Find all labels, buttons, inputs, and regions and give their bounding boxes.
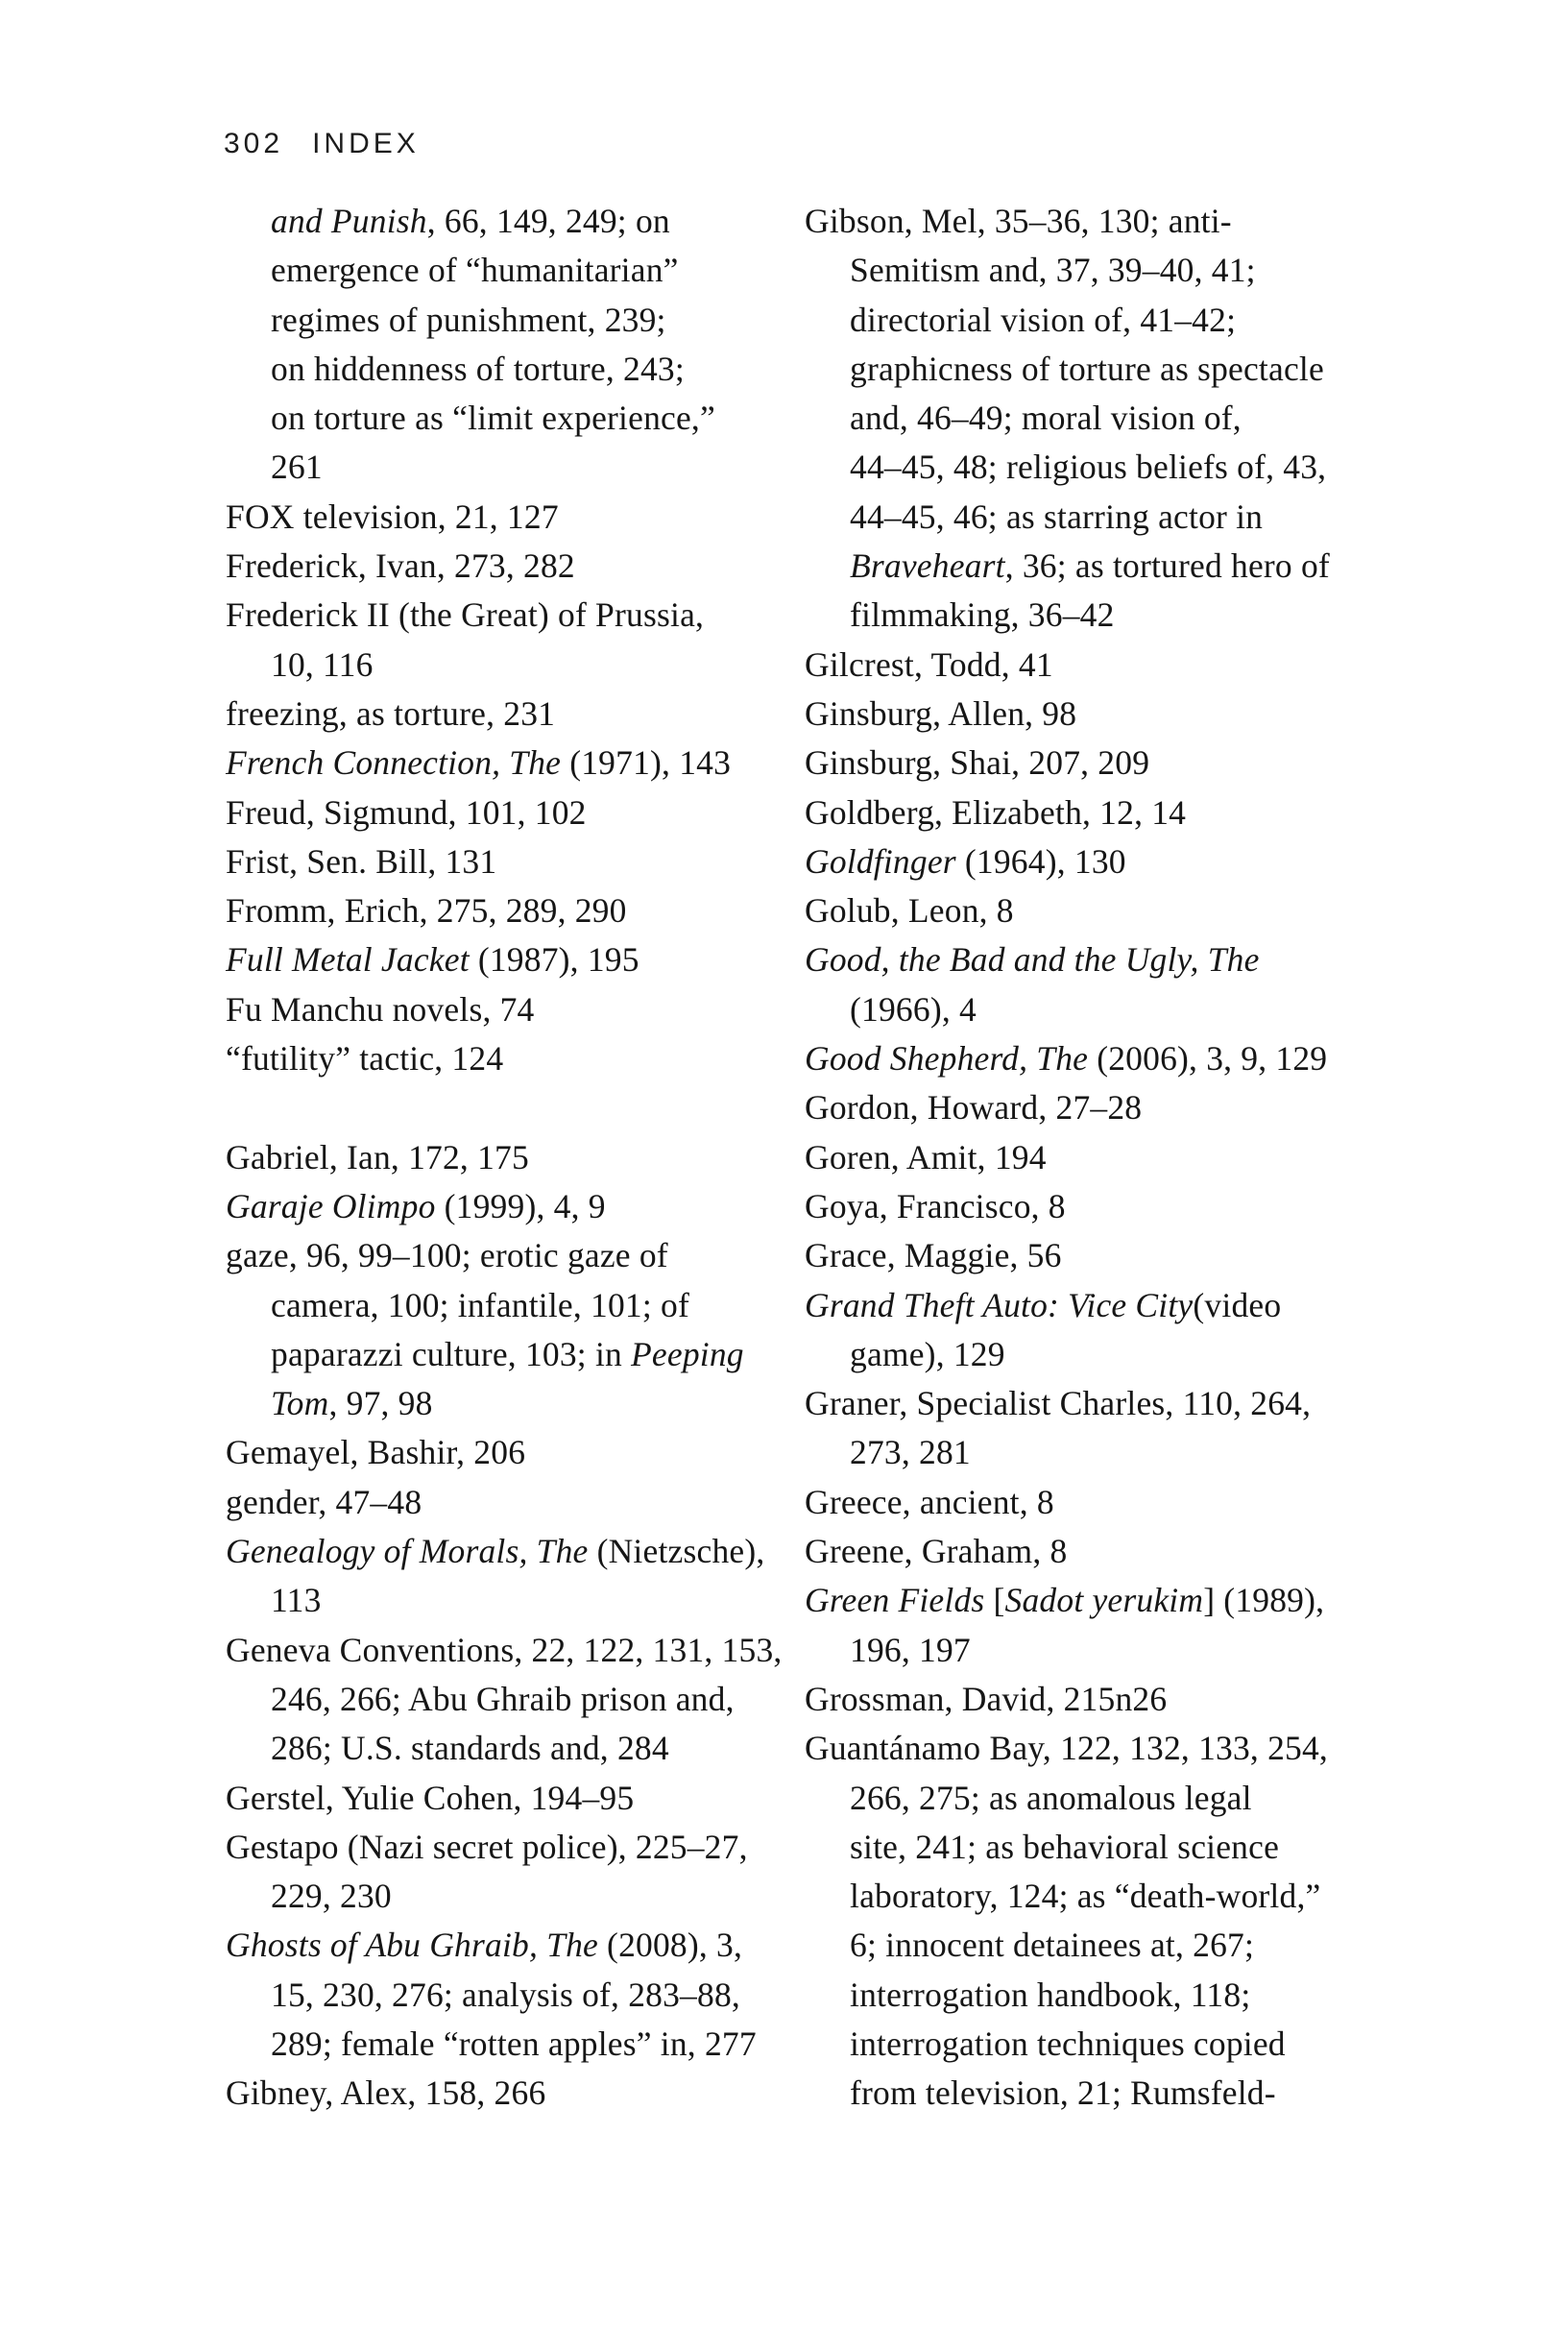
index-text-run: Guantánamo Bay, 122, 132, 133, 254, [805, 1729, 1329, 1768]
index-text-run-italic: Genealogy of Morals, The [226, 1532, 589, 1571]
index-text-run: (2008), 3, [597, 1926, 743, 1965]
index-text-run: Gemayel, Bashir, 206 [226, 1433, 526, 1472]
index-line [805, 1034, 1381, 1083]
index-line [805, 1921, 1381, 1970]
index-line [226, 886, 802, 935]
index-text-run-italic: Garaje Olimpo [226, 1186, 436, 1225]
index-line [226, 837, 802, 886]
index-text-run: (1971), 143 [561, 743, 732, 783]
index-text-run: Freud, Sigmund, 101, 102 [226, 792, 587, 832]
index-line [226, 1428, 802, 1477]
page-header [224, 128, 420, 160]
index-text-run: Gibson, Mel, 35–36, 130; anti- [805, 202, 1232, 240]
index-text-run: Grossman, David, 215n26 [805, 1679, 1168, 1718]
index-line [805, 1626, 1381, 1675]
index-text-run: Frederick II (the Great) of Prussia, [226, 595, 705, 635]
index-line [226, 2020, 802, 2069]
index-text-run-italic: French Connection, The [226, 743, 562, 783]
index-line [226, 1724, 802, 1773]
index-line [805, 1428, 1381, 1477]
index-line [805, 1675, 1381, 1724]
index-text-run: Greece, ancient, 8 [805, 1482, 1054, 1521]
index-text-run: “futility” tactic, 124 [226, 1039, 504, 1079]
index-text-run: regimes of punishment, 239; [271, 300, 666, 339]
index-text-run: (video [1193, 1285, 1282, 1324]
index-text-run: (1964), 130 [955, 841, 1126, 881]
index-line [226, 1330, 802, 1379]
index-line [805, 1133, 1381, 1182]
index-line [805, 345, 1381, 394]
index-line [805, 886, 1381, 935]
index-line [805, 591, 1381, 640]
index-text-run: , 36; as tortured hero of [1004, 546, 1330, 586]
index-text-run: , 66, 149, 249; on [426, 202, 670, 240]
index-text-run: Geneva Conventions, 22, 122, 131, 153, [226, 1630, 783, 1669]
index-text-run: Greene, Graham, 8 [805, 1532, 1068, 1571]
index-line [226, 1921, 802, 1970]
index-line [226, 394, 802, 443]
index-text-run: (1999), 4, 9 [435, 1186, 606, 1225]
index-line [805, 1971, 1381, 2020]
index-line [226, 2069, 802, 2118]
index-text-run: (1966), 4 [850, 989, 977, 1029]
index-text-run-italic: Green Fields [805, 1581, 985, 1620]
index-text-run-italic: Goldfinger [805, 841, 956, 881]
index-text-run: Gestapo (Nazi secret police), 225–27, [226, 1827, 748, 1866]
index-line [226, 1823, 802, 1872]
index-line [226, 1626, 802, 1675]
index-line [226, 1971, 802, 2020]
index-text-run: , 97, 98 [328, 1384, 433, 1423]
index-text-run: on torture as “limit experience,” [271, 399, 715, 438]
index-text-run-italic: Tom [271, 1384, 329, 1423]
index-gap-line [226, 1083, 802, 1132]
index-line [226, 443, 802, 492]
index-line [805, 739, 1381, 788]
index-text-run: [ [984, 1581, 1005, 1620]
index-text-run: Gerstel, Yulie Cohen, 194–95 [226, 1778, 635, 1817]
index-text-run: gender, 47–48 [226, 1482, 422, 1521]
index-line [805, 837, 1381, 886]
index-line [805, 935, 1381, 984]
index-line [805, 1774, 1381, 1823]
index-text-run: from television, 21; Rumsfeld- [850, 2073, 1276, 2113]
index-line [805, 1872, 1381, 1921]
index-text-run: 266, 275; as anomalous legal [850, 1778, 1252, 1817]
index-text-run: Semitism and, 37, 39–40, 41; [850, 251, 1256, 290]
index-line [226, 1478, 802, 1527]
index-line [226, 739, 802, 788]
index-text-run: 261 [271, 448, 323, 487]
index-text-run: Gordon, Howard, 27–28 [805, 1088, 1143, 1128]
index-line [226, 1576, 802, 1625]
index-text-run: 10, 116 [271, 644, 374, 684]
index-line [805, 443, 1381, 492]
index-text-run: laboratory, 124; as “death-world,” [850, 1877, 1321, 1916]
index-text-run: Fu Manchu novels, 74 [226, 989, 535, 1029]
index-line [226, 296, 802, 345]
index-line [805, 1527, 1381, 1576]
index-line [805, 788, 1381, 837]
index-text-run-italic: Peeping [631, 1334, 744, 1373]
index-line [226, 641, 802, 690]
index-line [805, 1478, 1381, 1527]
index-line [805, 2020, 1381, 2069]
index-line [226, 1527, 802, 1576]
index-line [226, 246, 802, 295]
index-text-run: Frederick, Ivan, 273, 282 [226, 546, 575, 586]
index-text-run: gaze, 96, 99–100; erotic gaze of [226, 1236, 668, 1275]
index-line [805, 1576, 1381, 1625]
index-text-run-italic: Braveheart [850, 546, 1005, 586]
index-line [226, 493, 802, 542]
index-line [226, 1774, 802, 1823]
index-line [226, 1675, 802, 1724]
index-line [805, 1231, 1381, 1280]
index-line [226, 542, 802, 591]
index-line [226, 1182, 802, 1231]
index-text-run: Graner, Specialist Charles, 110, 264, [805, 1384, 1312, 1423]
index-text-run: Gabriel, Ian, 172, 175 [226, 1137, 529, 1176]
index-text-run: 44–45, 46; as starring actor in [850, 497, 1264, 536]
index-text-run: filmmaking, 36–42 [850, 595, 1115, 635]
index-text-run: graphicness of torture as spectacle [850, 349, 1324, 388]
index-text-run-italic: and Punish [271, 202, 427, 240]
index-line [805, 394, 1381, 443]
index-text-run: Gilcrest, Todd, 41 [805, 644, 1053, 684]
page-number: 302 [224, 128, 284, 159]
index-line [805, 1823, 1381, 1872]
index-text-run: (Nietzsche), [588, 1532, 765, 1571]
index-text-run: 196, 197 [850, 1630, 971, 1669]
index-text-run: on hiddenness of torture, 243; [271, 349, 685, 388]
index-text-run: paparazzi culture, 103; in [271, 1334, 632, 1373]
index-text-run: Frist, Sen. Bill, 131 [226, 841, 497, 881]
index-text-run: 229, 230 [271, 1877, 392, 1916]
index-line [226, 1133, 802, 1182]
index-text-run: FOX television, 21, 127 [226, 497, 559, 536]
index-text-run: Goldberg, Elizabeth, 12, 14 [805, 792, 1187, 832]
index-text-run: Goya, Francisco, 8 [805, 1186, 1066, 1225]
index-column-right [805, 197, 1381, 2119]
index-text-run: site, 241; as behavioral science [850, 1827, 1280, 1866]
index-text-run: Ginsburg, Shai, 207, 209 [805, 743, 1150, 783]
index-line [805, 246, 1381, 295]
index-text-run-italic: Ghosts of Abu Ghraib, The [226, 1926, 598, 1965]
index-text-run: Goren, Amit, 194 [805, 1137, 1047, 1176]
index-line [805, 641, 1381, 690]
index-line [805, 2069, 1381, 2118]
index-text-run: game), 129 [850, 1334, 1005, 1373]
index-line [226, 1281, 802, 1330]
index-text-run: interrogation techniques copied [850, 2024, 1286, 2063]
index-text-run: emergence of “humanitarian” [271, 251, 679, 290]
index-text-run-italic: Good, the Bad and the Ugly, The [805, 940, 1260, 980]
index-text-run: (1987), 195 [469, 940, 639, 980]
index-line [805, 542, 1381, 591]
index-line [805, 197, 1381, 246]
index-line [805, 1724, 1381, 1773]
index-text-run: 6; innocent detainees at, 267; [850, 1926, 1255, 1965]
index-text-run-italic: Full Metal Jacket [226, 940, 470, 980]
index-text-run: ] (1989), [1203, 1581, 1325, 1620]
index-text-run-italic: Good Shepherd, The [805, 1039, 1089, 1079]
page-header-title: INDEX [312, 128, 420, 159]
index-line [805, 690, 1381, 739]
index-column-left [226, 197, 802, 2119]
index-line [226, 935, 802, 984]
index-text-run: 289; female “rotten apples” in, 277 [271, 2024, 757, 2063]
index-line [805, 1379, 1381, 1428]
index-text-run: freezing, as torture, 231 [226, 693, 556, 733]
index-line [226, 1379, 802, 1428]
index-text-run: Ginsburg, Allen, 98 [805, 693, 1077, 733]
index-line [226, 985, 802, 1034]
index-text-run: 286; U.S. standards and, 284 [271, 1729, 669, 1768]
index-line [805, 1330, 1381, 1379]
index-text-run: 273, 281 [850, 1433, 971, 1472]
index-text-run: (2006), 3, 9, 129 [1088, 1039, 1328, 1079]
index-text-run: 15, 230, 276; analysis of, 283–88, [271, 1975, 740, 2014]
index-line [805, 985, 1381, 1034]
index-text-run: and, 46–49; moral vision of, [850, 399, 1242, 438]
index-text-run: interrogation handbook, 118; [850, 1975, 1251, 2014]
index-text-run-italic: Grand Theft Auto: Vice City [805, 1285, 1194, 1324]
index-line [805, 296, 1381, 345]
index-text-run: 44–45, 48; religious beliefs of, 43, [850, 448, 1327, 487]
index-line [226, 1872, 802, 1921]
index-text-run: Gibney, Alex, 158, 266 [226, 2073, 546, 2113]
index-line [226, 197, 802, 246]
index-text-run: 246, 266; Abu Ghraib prison and, [271, 1679, 735, 1718]
index-line [805, 1281, 1381, 1330]
index-text-run: directorial vision of, 41–42; [850, 300, 1237, 339]
index-text-run: camera, 100; infantile, 101; of [271, 1285, 689, 1324]
index-text-run: Golub, Leon, 8 [805, 891, 1014, 931]
index-line [226, 690, 802, 739]
index-line [805, 1182, 1381, 1231]
index-text-run: 113 [271, 1581, 322, 1620]
index-line [226, 345, 802, 394]
index-line [226, 788, 802, 837]
index-text-run: Fromm, Erich, 275, 289, 290 [226, 891, 627, 931]
index-line [805, 493, 1381, 542]
index-line [226, 591, 802, 640]
index-line [805, 1083, 1381, 1132]
index-line [226, 1034, 802, 1083]
index-text-run-italic: Sadot yerukim [1004, 1581, 1204, 1620]
index-text-run: Grace, Maggie, 56 [805, 1236, 1062, 1275]
index-line [226, 1231, 802, 1280]
